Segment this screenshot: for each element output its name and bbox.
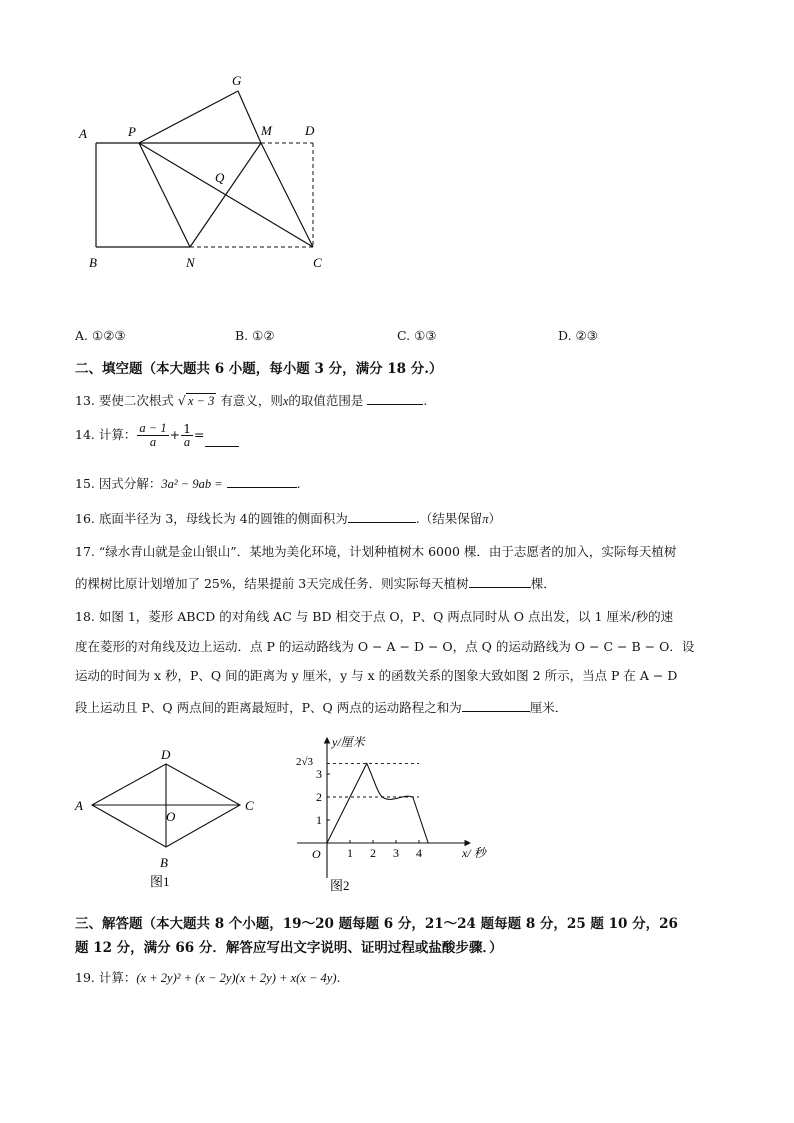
question-text: 计算： <box>98 427 137 443</box>
variable: x <box>282 394 289 408</box>
question-text: 段上运动且 P、Q 两点间的距离最短时，P、Q 两点的运动路程之和为 <box>75 700 462 715</box>
label-D: D <box>161 747 171 762</box>
option-c-text: ①③ <box>414 328 437 343</box>
question-number: 15. <box>75 476 95 491</box>
question-15 <box>75 476 301 491</box>
question-number: 13. <box>75 393 95 408</box>
label-M: M <box>261 123 272 138</box>
question-number: 14. <box>75 427 95 443</box>
denominator: a <box>183 435 191 449</box>
equals-sign: = <box>194 427 205 443</box>
x-tick-label: 3 <box>393 846 399 860</box>
label-D: D <box>305 123 315 138</box>
y-tick-label: 3 <box>316 767 322 781</box>
answer-blank <box>205 435 239 447</box>
sqrt-icon: √ <box>177 393 186 408</box>
question-17-line-1: 17. “绿水青山就是金山银山”．某地为美化环境，计划种植树木 6000 棵．由于志愿者的加入，实际每天植树 <box>75 544 677 559</box>
option-d <box>558 330 598 343</box>
option-b-text: ①② <box>252 328 275 343</box>
x-tick-label: 2 <box>370 846 376 860</box>
option-a-text: ①②③ <box>92 328 126 343</box>
question-14 <box>75 422 239 449</box>
label-B: B <box>160 855 168 870</box>
answer-blank <box>367 393 423 405</box>
plus-sign: + <box>169 427 181 443</box>
y-tick-label: 1 <box>316 813 322 827</box>
x-axis-label: x/ 秒 <box>462 846 486 860</box>
question-text: 的棵树比原计划增加了 25%，结果提前 3天完成任务．则实际每天植树 <box>75 576 469 591</box>
option-c <box>397 330 437 343</box>
question-text: 计算： <box>98 970 137 985</box>
question-19 <box>75 972 340 985</box>
label-B: B <box>89 255 97 270</box>
y-tick-label: 2 <box>316 790 322 804</box>
option-b <box>235 330 275 343</box>
question-text: ） <box>488 511 501 526</box>
segment-PG <box>139 91 238 143</box>
question-18-line-1: 18. 如图 1，菱形 ABCD 的对角线 AC 与 BD 相交于点 O，P、Q 两点同时从 O 点出发，以 1 厘米/秒的速 <box>75 609 674 624</box>
question-text: 要使二次根式 <box>98 393 174 408</box>
fraction-1 <box>137 422 168 449</box>
denominator: a <box>149 435 157 449</box>
label-N: N <box>186 255 195 270</box>
option-c-letter: C. <box>397 328 411 343</box>
section-3-title-line-1: 三、解答题（本大题共 8 个小题，19～20 题每题 6 分，21～24 题每题 8 分，25 题 10 分，26 <box>75 916 678 932</box>
question-text: 因式分解： <box>98 476 162 491</box>
figure-2-caption: 图2 <box>330 878 350 893</box>
question-number: 19. <box>75 970 95 985</box>
question-text: 的取值范围是 <box>288 393 364 408</box>
radicand: x − 3 <box>187 394 215 408</box>
label-A: A <box>75 798 83 813</box>
question-text: 棵． <box>530 576 556 591</box>
answer-blank <box>227 476 297 488</box>
numerator: a − 1 <box>139 421 167 435</box>
label-Q: Q <box>215 170 225 185</box>
question-text: . <box>336 970 341 985</box>
sqrt-expression <box>178 395 216 408</box>
section-2-title: 二、填空题（本大题共 6 小题，每小题 3 分，满分 18 分.） <box>75 361 443 377</box>
fraction-2 <box>181 422 193 449</box>
question-text: 有意义，则 <box>220 393 283 408</box>
question-text: . <box>423 393 428 408</box>
question-18-line-4 <box>75 700 567 715</box>
option-a-letter: A. <box>75 328 89 343</box>
question-text: 底面半径为 3，母线长为 4的圆锥的侧面积为 <box>98 511 348 526</box>
option-b-letter: B. <box>235 328 249 343</box>
section-3-title-line-2: 题 12 分，满分 66 分．解答应写出文字说明、证明过程或盐酸步骤．） <box>75 940 503 956</box>
label-O: O <box>166 809 176 824</box>
geometry-figure-top <box>70 65 340 275</box>
label-C: C <box>245 798 254 813</box>
question-16 <box>75 511 501 526</box>
pi-symbol: π <box>482 512 489 526</box>
question-text: .（结果保留 <box>415 511 483 526</box>
expression: 3a² − 9ab = <box>161 477 223 491</box>
option-a <box>75 330 126 343</box>
question-number: 16. <box>75 511 95 526</box>
answer-blank <box>462 700 530 712</box>
question-text: 厘米． <box>529 700 568 715</box>
function-curve <box>327 763 428 843</box>
answer-blank <box>348 511 416 523</box>
y-peak-label: 2√3 <box>296 756 314 768</box>
label-P: P <box>128 124 136 139</box>
x-tick-label: 4 <box>416 846 422 860</box>
question-17-line-2 <box>75 576 556 591</box>
question-18-line-2: 度在菱形的对角线及边上运动．点 P 的运动路线为 O − A − D − O，点 Q 的运动路线为 O − C − B − O．设 <box>75 639 695 654</box>
y-axis-label: y/厘米 <box>332 735 365 749</box>
segment-GM <box>238 91 261 143</box>
option-d-text: ②③ <box>575 328 598 343</box>
figure-1-caption: 图1 <box>150 874 170 889</box>
figure-1-rhombus <box>70 740 270 895</box>
option-d-letter: D. <box>558 328 572 343</box>
question-13 <box>75 393 427 408</box>
origin-label: O <box>312 847 321 861</box>
label-C: C <box>313 255 322 270</box>
expression: (x + 2y)² + (x − 2y)(x + 2y) + x(x − 4y) <box>136 971 337 985</box>
question-text: . <box>296 476 301 491</box>
question-18-line-3: 运动的时间为 x 秒，P、Q 间的距离为 y 厘米，y 与 x 的函数关系的图象大致如图 2 所示，当点 P 在 A − D <box>75 668 678 683</box>
answer-blank <box>469 576 531 588</box>
label-G: G <box>232 73 242 88</box>
numerator: 1 <box>183 421 192 436</box>
label-A: A <box>79 126 87 141</box>
figure-2-graph <box>285 728 505 898</box>
x-tick-label: 1 <box>347 846 353 860</box>
